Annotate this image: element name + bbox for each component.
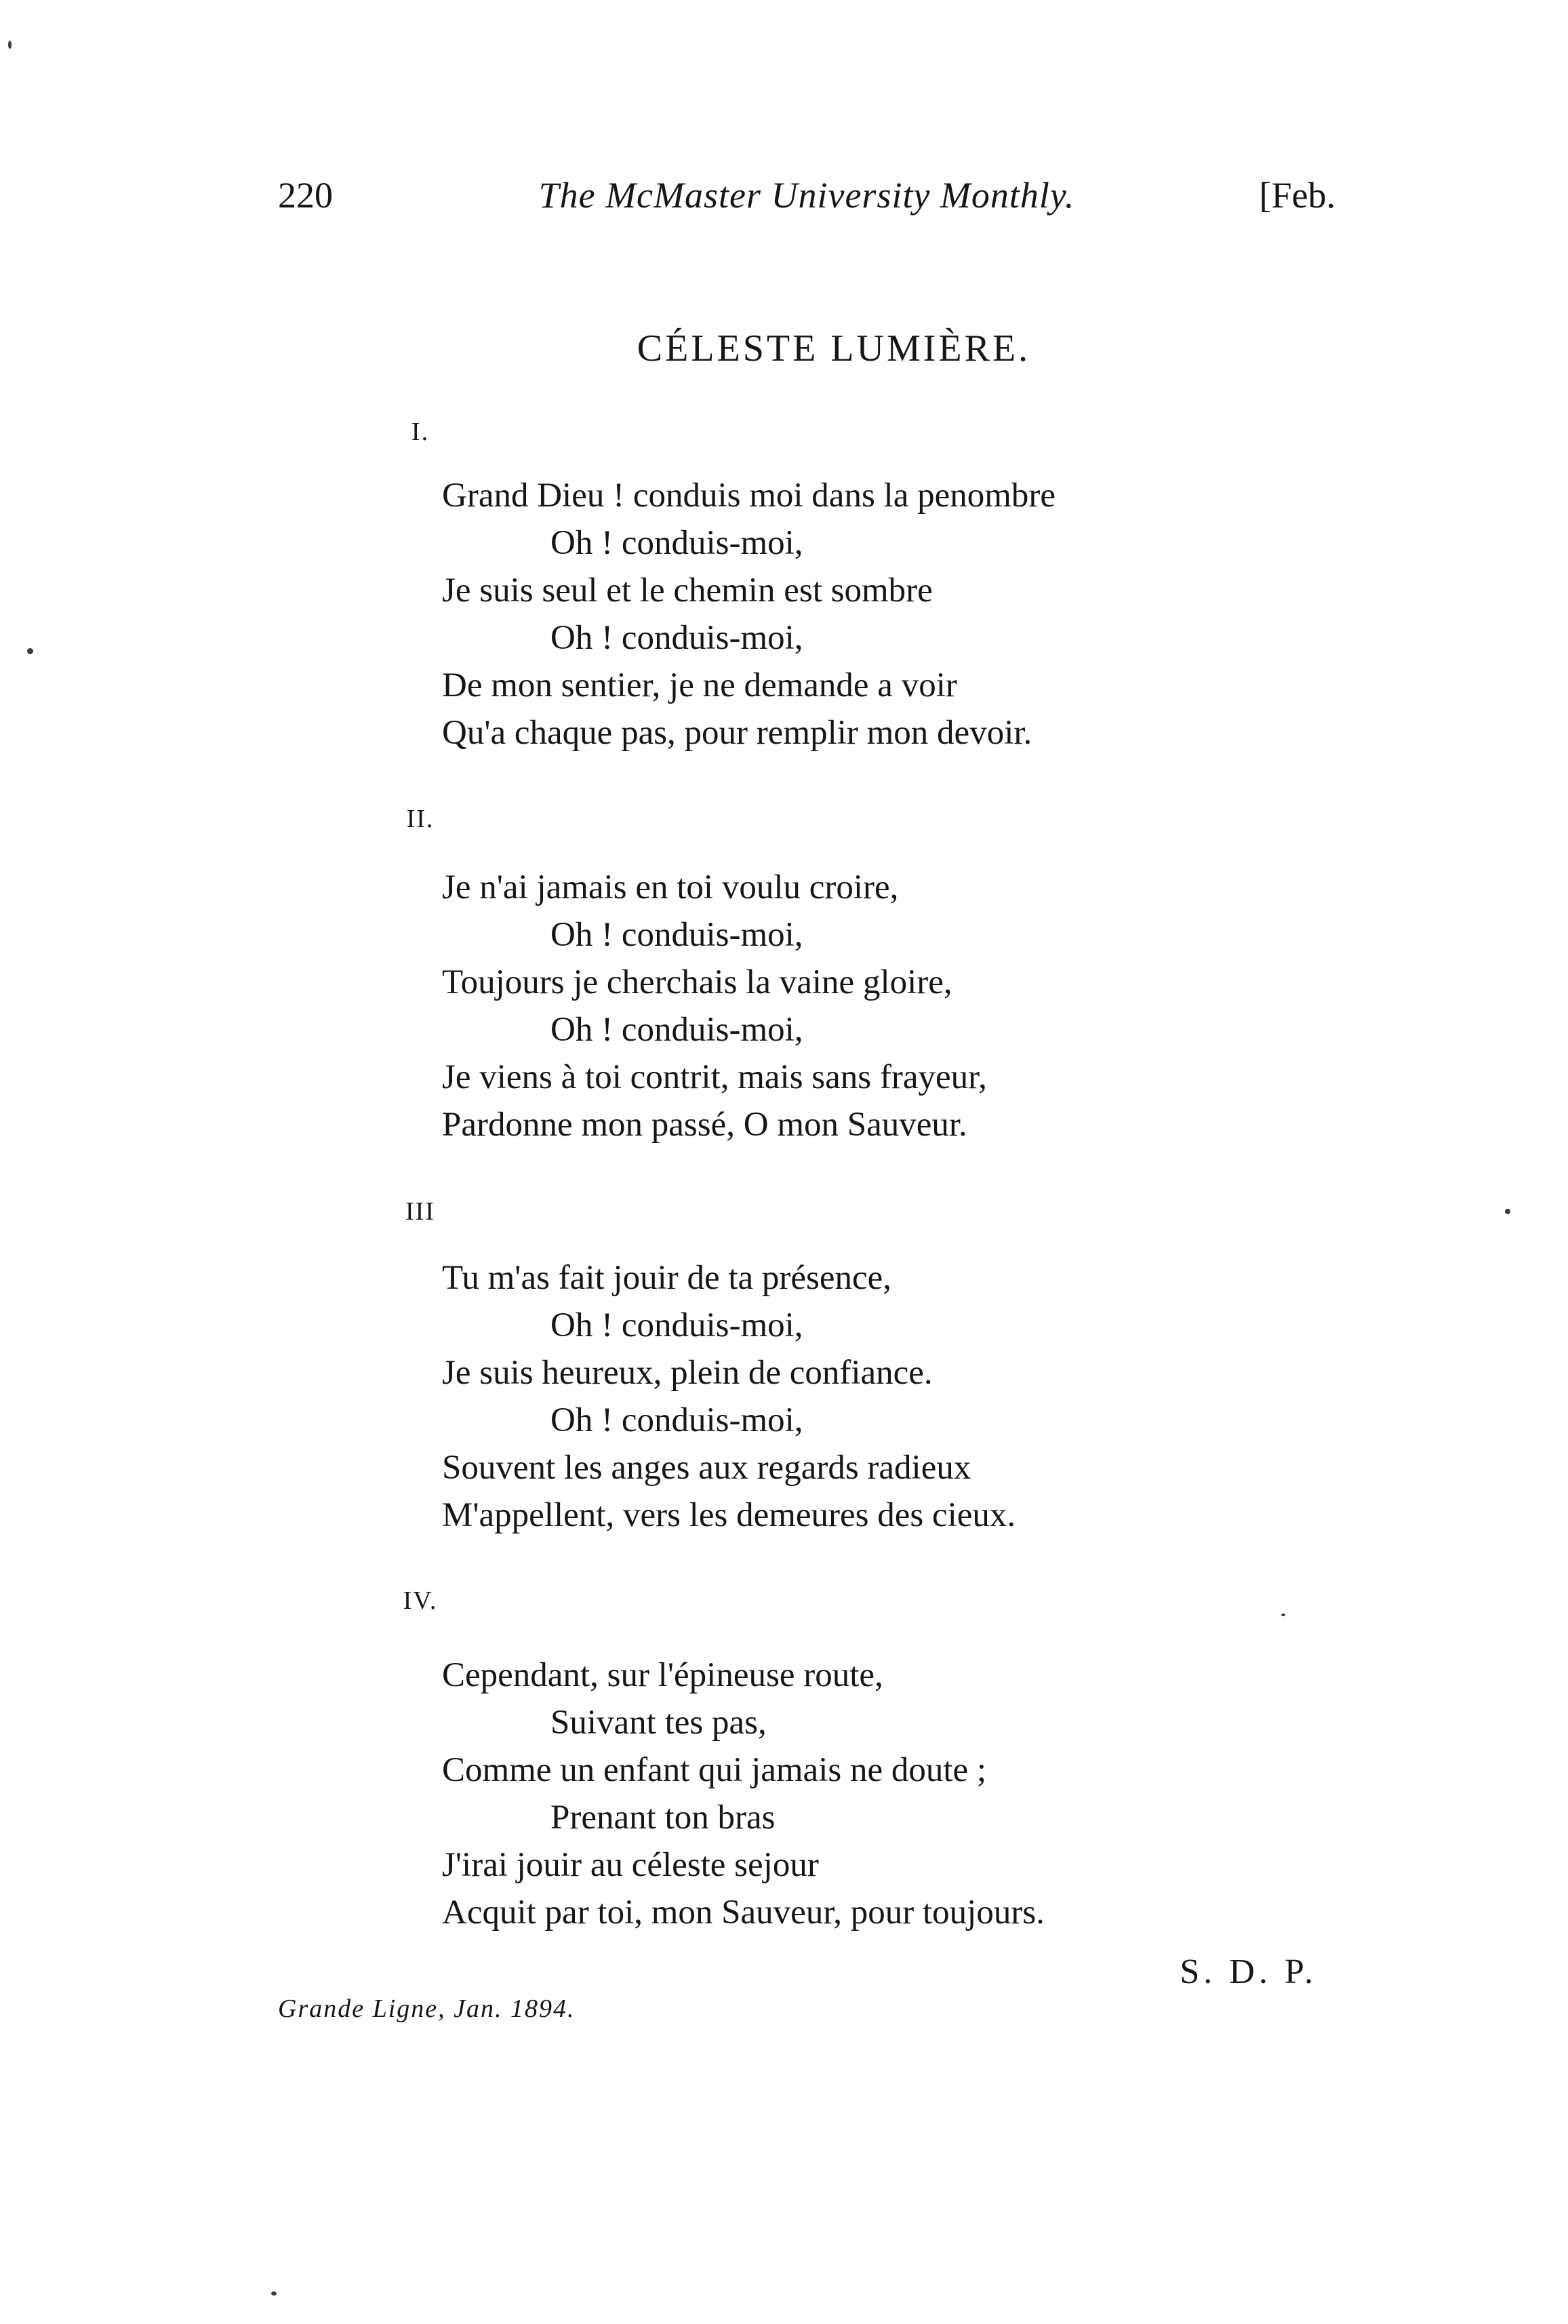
scan-speck [8,41,12,49]
poem-line-refrain: Oh ! conduis-moi, [550,524,803,562]
poem-line: Je suis heureux, plein de confiance. [442,1354,933,1392]
stanza-number: III [405,1197,435,1226]
poem-line: Tu m'as fait jouir de ta présence, [442,1259,892,1297]
page-header [278,168,1335,222]
poem-line-refrain: Oh ! conduis-moi, [550,619,803,657]
poem-line: Acquit par toi, mon Sauveur, pour toujours. [442,1894,1045,1931]
scan-speck [1505,1209,1510,1214]
poem-line-refrain: Oh ! conduis-moi, [550,1011,803,1049]
poem-line: Je suis seul et le chemin est sombre [442,572,933,609]
poem-line: Je viens à toi contrit, mais sans frayeur, [442,1058,987,1096]
poem-line: De mon sentier, je ne demande a voir [442,666,957,704]
scan-speck [1281,1614,1285,1616]
poem-line: Pardonne mon passé, O mon Sauveur. [442,1106,967,1144]
author-signature: S. D. P. [1180,1952,1317,1991]
section-month: [Feb. [1259,175,1335,216]
poem-line-refrain: Oh ! conduis-moi, [550,1306,803,1344]
poem-line-refrain: Suivant tes pas, [550,1704,767,1742]
scan-speck [271,2291,277,2296]
stanza-number: I. [411,418,430,446]
poem-line-refrain: Oh ! conduis-moi, [550,1401,803,1439]
poem-line: Je n'ai jamais en toi voulu croire, [442,868,899,906]
poem-line: Cependant, sur l'épineuse route, [442,1656,883,1694]
poem-line-refrain: Prenant ton bras [550,1799,776,1837]
poem-line: Grand Dieu ! conduis moi dans la penombre [442,477,1056,515]
scan-speck [27,648,33,654]
page-number: 220 [278,175,333,216]
poem-title: CÉLESTE LUMIÈRE. [637,327,1031,369]
stanza-number: II. [406,805,435,833]
poem-line: Qu'a chaque pas, pour remplir mon devoir. [442,714,1032,752]
poem-line: Toujours je cherchais la vaine gloire, [442,963,952,1001]
poem-line: Souvent les anges aux regards radieux [442,1449,971,1487]
running-title: The McMaster University Monthly. [538,175,1075,216]
poem-line: J'irai jouir au céleste sejour [442,1846,819,1884]
poem-line: M'appellent, vers les demeures des cieux. [442,1496,1016,1534]
dateline: Grande Ligne, Jan. 1894. [278,1995,576,2023]
poem-line: Comme un enfant qui jamais ne doute ; [442,1751,987,1789]
poem-line-refrain: Oh ! conduis-moi, [550,916,803,954]
stanza-number: IV. [403,1586,438,1615]
